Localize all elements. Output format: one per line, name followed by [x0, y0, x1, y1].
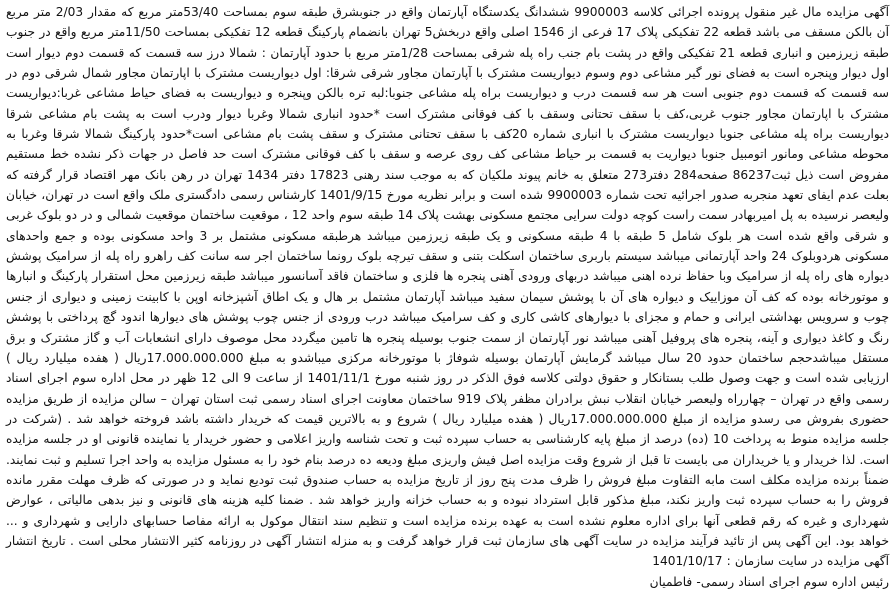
- notice-signature: رئیس اداره سوم اجرای اسناد رسمی- فاطمیان: [649, 574, 889, 589]
- notice-body-text: آگهی مزایده مال غیر منقول پرونده اجرائی کلاسه 9900003 ششدانگ یکدستگاه آپارتمان واقع در جنوبشرق طبقه سوم بمساحت 53/40متر مربع که مقدار 2/03 متر مربع آن بالکن مسقف می باشد قطعه 22 تفکیکی پلاک 17 فرعی از 1546 اصلی واقع دربخش5 تهران بانضمام پارکینگ قطعه 12 تفکیکی بمساحت 11/50متر مربع واقع در جنوب طبقه زیرزمین و انباری قطعه 21 تفکیکی واقع در پشت بام جنب راه پله شرقی بمساحت 1/28متر مربع با حدود آپارتمان : شمالا درز سه قسمت که قسمت دوم دیوار است اول دیوار وپنجره است به فضای نور گیر مشاعی دوم وسوم دیواریست مشترک با آپارتمان مجاور شرقی شرقا: اول دیواریست مشترک با اپارتمان مجاور شمال شرقی دوم در سه قسمت که قسمت دوم جنوبی است هر سه قسمت درب و دیواریست براه پله مشاعی جنوبا:لبه تره بالکن وپنجره و دیواریست به فضای حیاط مشاعی غربا:دیواریست مشترک با اپارتمان مجاور جنوب غربی،کف با سقف تحتانی وسقف با کف فوقانی مشترک است *حدود انباری شمالا وغربا دیوار ودرب است به پشت بام مشاعی شرقا دیواریست براه پله مشاعی جنوبا دیواریست مشترک با انباری شماره 20کف با سقف تحتانی مشترک و سقف پشت بام مشاعی است*حدود پارکینگ شمالا شرقا وغربا به محوطه مشاعی ومانور اتومبیل جنوبا دیواریت به قسمت بر حیاط مشاعی کف روی عرصه و سقف با کف فوقانی مشترک است حد فاصل در جهات ذکر نشده خط مستقیم مفروض است ذیل ثبت86237 صفحه284 دفتر273 متعلق به خانم پیوند ملکیان که به موجب سند رهنی 17823 دفتر 1434 تهران در رهن بانک مهر اقتصاد قرار گرفته که بعلت عدم ایفای تعهد منجربه صدور اجرائیه تحت شماره 9900003 شده است و برابر نظریه مورخ 1401/9/15 کارشناس رسمی دادگستری ملک واقع است در تهران، خیابان ولیعصر نرسیده به پل امیربهادر سمت راست کوچه دولت سرایی مجتمع مسکونی بهشت پلاک 14 طبقه سوم واحد 12 ، موقعیت ساختمان موقعیت شمالی و در دو بلوک غربی و شرقی واقع شده است هر بلوک شامل 5 طبقه با 4 طبقه مسکونی و یک طبقه زیرزمین میباشد هرطبقه مسکونی مشتمل بر 3 واحد مسکونی بوده و جمع واحدهای مسکونی هردوبلوک 24 واحد آپارتمانی میباشد سیستم باربری ساختمان اسکلت بتنی و سقف تیرچه بلوک رونما ساختمان اجر سه سانت کف راهرو راه پله از سرامیک پوشش دیواره های راه پله از سرامیک وبا حفاظ نرده اهنی میباشد دربهای ورودی آهنی پنجره ها فلزی و ساختمان فاقد آسانسور میباشد طبقه زیرزمین محل استقرار پارکینگ و انبارها و موتورخانه بوده که کف آن موزاییک و دیواره های آن با پوشش سیمان سفید میباشد آپارتمان مشتمل بر هال و یک اطاق آشپزخانه اوپن با کابینت زمینی و دیواری از جنس چوب و سرویس بهداشتی ایرانی و حمام و مجزای با دیوارهای کاشی کاری و کف سرامیک میباشد درب ورودی از جنس چوب پوشش های دیوارها اندود گچ پرداختی با پوشش رنگ و کاغذ دیواری و آینه، پنجره های پروفیل آهنی میباشد نور آپارتمان از سمت جنوب بوسیله پنجره ها تامین میگردد محل موصوف دارای انشعابات آب و گاز مشترک و برق مستقل میباشدحجم ساختمان حدود 20 سال میباشد گرمایش آپارتمان بوسیله شوفاژ با موتورخانه مرکزی میباشدو به مبلغ 17.000.000.000ریال ( هفده میلیارد ریال ) ارزیابی شده است و جهت وصول طلب بستانکار و حقوق دولتی کلاسه فوق الذکر در روز شنبه مورخ 1401/11/1 از ساعت 9 الی 12 ظهر در محل اداره سوم اجرای اسناد رسمی واقع در تهران – چهارراه ولیعصر خیابان انقلاب نبش برادران مظفر پلاک 919 ساختمان معاونت اجرای اسناد رسمی ثبت استان تهران – سالن مزایده از طریق مزایده حضوری بفروش می رسدو مزایده از مبلغ 17.000.000.000ریال ( هفده میلیارد ریال ) شروع و به بالاترین قیمت که خریدار داشته باشد فروخته خواهد شد . (شرکت در جلسه مزایده منوط به پرداخت 10 (ده) درصد از مبلغ پایه کارشناسی به حساب سپرده ثبت و تحت شناسه واریز اعلامی و حضور خریدار یا نماینده قانونی او در جلسه مزایده است. لذا خریدار و یا خریداران می بایست تا قبل از شروع وقت مزایده اصل فیش واریزی مبلغ ودیعه ده درصد بنام خود را به مسئول مزایده به واحد اجرا تسلیم و ثبت نمایند. ضمناً برنده مزایده مکلف است مابه التفاوت مبلغ فروش را ظرف مدت پنج روز از تاریخ مزایده به حساب صندوق ثبت تودیع نماید و در صورتی که ظرف مهلت مقرر مانده فروش را به حساب سپرده ثبت واریز نکند، مبلغ مذکور قابل استرداد نبوده و به حساب خزانه واریز خواهد شد . ضمنا کلیه هزینه های قانونی و نیز بدهی مالیاتی ، عوارض شهرداری و غیره که رقم قطعی آنها برای اداره معلوم نشده است به عهده برنده مزایده است و تنظیم سند انتقال موکول به ارائه مفاصا حسابهای دارایی و شهرداری و ... خواهد بود. این آگهی پس از تائید فرآیند مزایده در سایت آگهی های سازمان ثبت قرار خواهد گرفت و به منزله انتشار آگهی در روزنامه کثیر الانتشار محلی است . تاریخ انتشار آگهی مزایده در سایت سازمان : 1401/10/17: [6, 5, 890, 569]
